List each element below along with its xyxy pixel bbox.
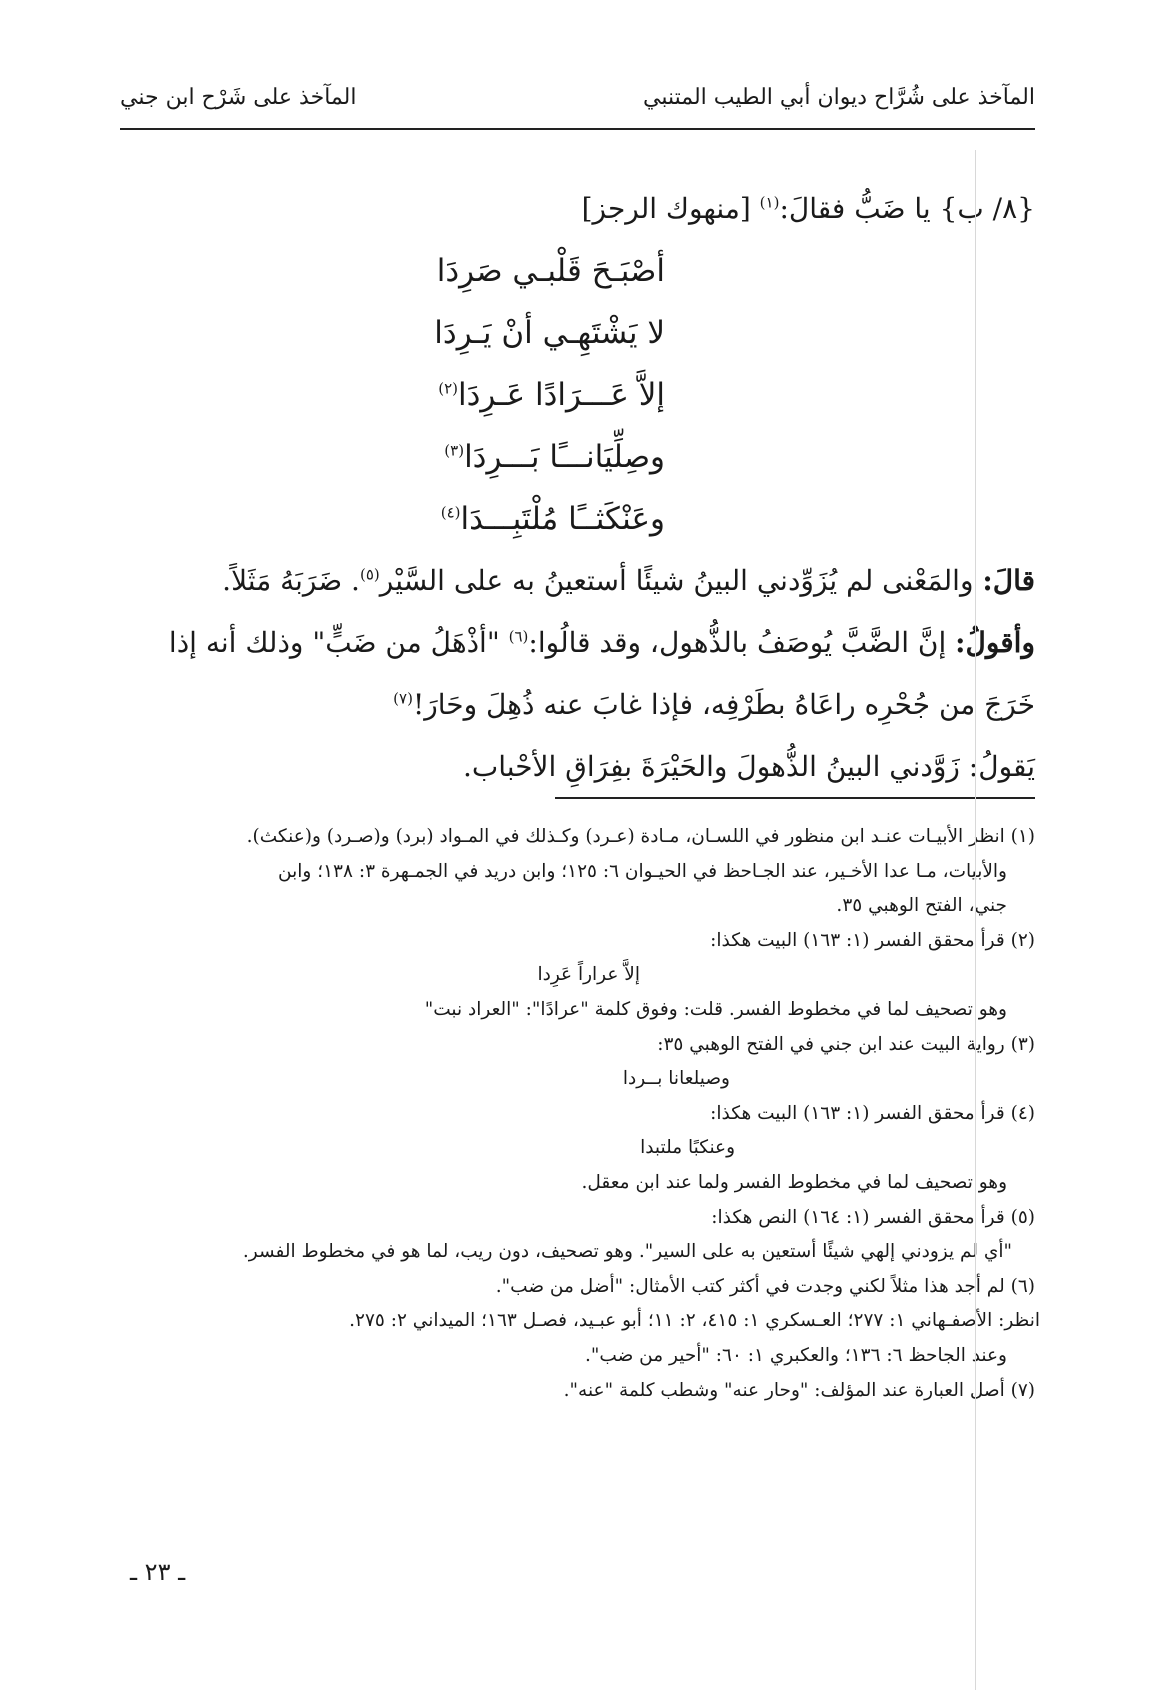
- footnote-line: وهو تصحيف لما في مخطوط الفسر. قلت: وفوق كلمة "عرادًا": "العراد نبت": [424, 998, 1007, 1020]
- intro-text: {٨/ ب} يا ضَبُّ فقالَ:: [779, 192, 1035, 225]
- running-header: [120, 85, 1035, 121]
- poem: [120, 240, 665, 550]
- verse-line: وصِلِّيَانـــًا بَـــرِدَا$^{(٣)}$: [444, 439, 665, 475]
- intro-line: [120, 178, 1035, 240]
- footnote-line: (٢) قرأ محقق الفسر (١: ١٦٣) البيت هكذا:: [710, 929, 1035, 951]
- intro-meter: [منهوك الرجز]: [581, 192, 751, 225]
- footnote-verse: وعنكبًا ملتبدا: [640, 1137, 735, 1159]
- verse-line: لا يَشْتَهِـي أنْ يَـرِدَا: [434, 315, 665, 351]
- footnote-line: جني، الفتح الوهبي ٣٥.: [836, 895, 1007, 917]
- qala-label: قالَ:: [982, 564, 1035, 597]
- verse-line: إلاَّ عَـــرَادًا عَـرِدَا$^{(٢)}$: [438, 377, 665, 413]
- footnote-line: وهو تصحيف لما في مخطوط الفسر ولما عند ابن معقل.: [581, 1171, 1007, 1193]
- page-number: ـ ٢٣ ـ: [130, 1558, 186, 1586]
- verse-line: وعَنْكَثــًا مُلْتَبِـــدَا$^{(٤)}$: [440, 501, 665, 537]
- aqulu-label: وأقولُ:: [955, 626, 1035, 659]
- footnote-line: "أي لم يزودني إلهي شيئًا أستعين به على السير". وهو تصحيف، دون ريب، لما هو في مخطوط الفسر.: [242, 1241, 1012, 1263]
- verse-line: أصْبَـحَ قَلْبـي صَرِدَا: [436, 253, 665, 289]
- main-text: [120, 178, 1035, 798]
- footnote-line: انظر: الأصفـهاني ١: ٢٧٧؛ العـسكري ١: ٤١٥، ٢: ١١؛ أبو عبـيد، فصـل ١٦٣؛ الميداني ٢: ٢٧٥.: [349, 1310, 1040, 1332]
- footnote-rule: [555, 797, 1035, 799]
- running-header-book-title: المآخذ على شُرَّاح ديوان أبي الطيب المتنبي: [643, 85, 1035, 110]
- footnote-line: (١) انظر الأبيـات عنـد ابن منظور في اللسـان، مـادة (عـرد) وكـذلك في المـواد (برد) و(صـرد) و(عنكث).: [246, 826, 1035, 847]
- commentary-line: يَقولُ: زَوَّدني البينُ الذُّهولَ والحَيْرَةَ بفِرَاقِ الأحْباب.: [462, 750, 1035, 783]
- commentary-line: وأقولُ: إنَّ الضَّبَّ يُوصَفُ بالذُّهول، وقد قالُوا:$^{(٦)}$ "أذْهَلُ من ضَبٍّ" وذلك أنه إذا: [168, 626, 1035, 659]
- footnote-ref: (١): [759, 193, 780, 212]
- header-rule: [120, 128, 1035, 130]
- footnote-verse: إلاَّ عراراً عَرِدا: [537, 964, 640, 986]
- footnote-line: (٦) لم أجد هذا مثلاً لكني وجدت في أكثر كتب الأمثال: "أضل من ضب".: [495, 1275, 1035, 1297]
- running-header-section-title: المآخذ على شَرْح ابن جني: [120, 85, 357, 110]
- commentary-line: قالَ: والمَعْنى لم يُزَوِّدني البينُ شيئًا أستعينُ به على السَّيْر$^{(٥)}$. ضَرَبَهُ مَثَلاً.: [222, 564, 1035, 597]
- scan-fold-line: [975, 150, 976, 1690]
- footnotes: [120, 820, 1040, 1408]
- footnote-line: (٣) رواية البيت عند ابن جني في الفتح الوهبي ٣٥:: [657, 1033, 1035, 1055]
- footnote-line: (٧) أصل العبارة عند المؤلف: "وحار عنه" وشطب كلمة "عنه".: [563, 1379, 1035, 1401]
- footnote-line: وعند الجاحظ ٦: ١٣٦؛ والعكبري ١: ٦٠: "أحير من ضب".: [585, 1344, 1007, 1366]
- footnote-line: (٥) قرأ محقق الفسر (١: ١٦٤) النص هكذا:: [711, 1206, 1035, 1228]
- footnote-line: (٤) قرأ محقق الفسر (١: ١٦٣) البيت هكذا:: [710, 1102, 1035, 1124]
- footnote-line: والأبيات، مـا عدا الأخـير، عند الجـاحظ في الحيـوان ٦: ١٢٥؛ وابن دريد في الجمـهرة ٣: ١٣٨؛ وابن: [278, 860, 1007, 882]
- commentary-line: خَرَجَ من جُحْرِه راعَاهُ بطَرْفِه، فإذا غابَ عنه ذُهِلَ وحَارَ!$^{(٧)}$: [393, 688, 1035, 721]
- footnote-verse: وصيلعانا بــردا: [622, 1068, 730, 1090]
